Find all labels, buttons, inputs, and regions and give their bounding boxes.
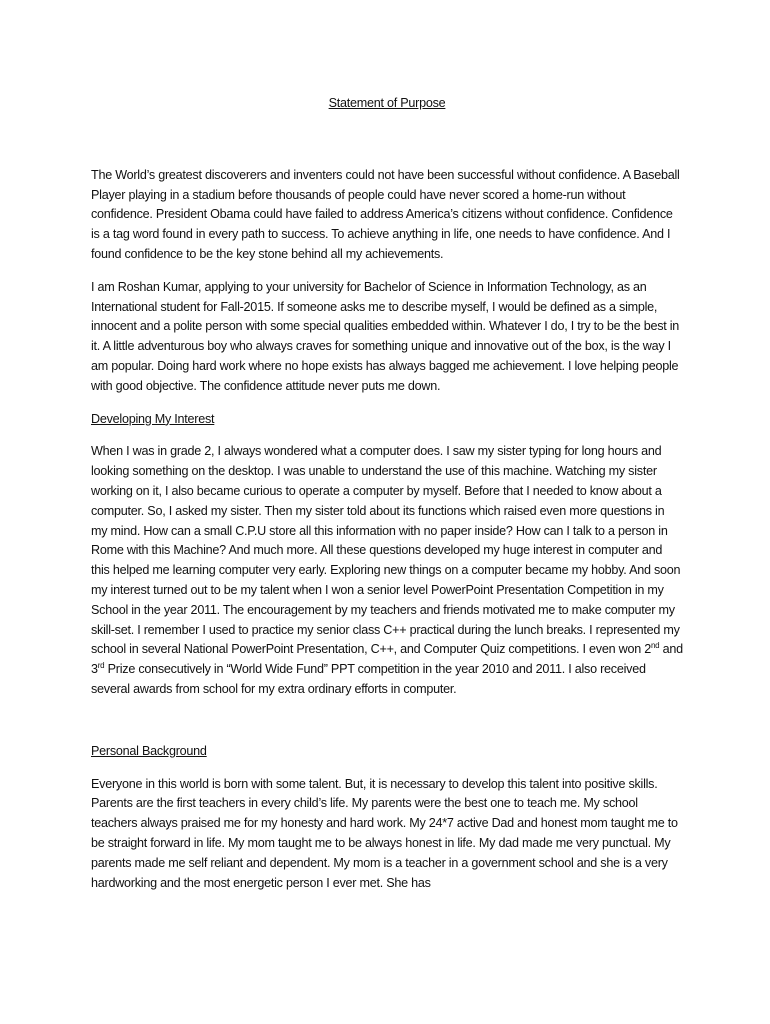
section-heading-developing-interest: Developing My Interest [91, 411, 215, 426]
interest-text-part-3: Prize consecutively in “World Wide Fund” PPT competition in the year 2010 and 2011. I also received several awards from school for my extra ordinary efforts in computer. [91, 662, 646, 696]
background-paragraph: Everyone in this world is born with some talent. But, it is necessary to develop this talent into positive skills. Parents are the first teachers in every child’s life. My parents were the best one to teach me. My school teachers always praised me for my honesty and hard work. My 24*7 active Dad and honest mom taught me to be straight forward in life. My mom taught me to be always honest in life. My dad made me very punctual. My parents made me self reliant and dependent. My mom is a teacher in a government school and she is a very hardworking and the most energetic person I ever met. She has [91, 776, 678, 890]
superscript-nd: nd [650, 641, 660, 651]
section-heading-personal-background: Personal Background [91, 743, 207, 758]
document-title: Statement of Purpose [328, 96, 446, 110]
superscript-rd: rd [97, 660, 105, 670]
intro-paragraph-2: I am Roshan Kumar, applying to your university for Bachelor of Science in Information Technology, as an International student for Fall-2015. If someone asks me to describe myself, I would be defined as a simple, innocent and a polite person with some special qualities embedded within. Whatever I do, I try to be the best in it. A little adventurous boy who always craves for something unique and innovative out of the box, is the way I am popular. Doing hard work where no hope exists has always bagged me achievement. I love helping people with good objective. The confidence attitude never puts me down. [91, 279, 680, 393]
interest-text-part-2: and 3 [91, 642, 683, 677]
intro-paragraph-1: The World’s greatest discoverers and inventers could not have been successful without confidence. A Baseball Player playing in a stadium before thousands of people could have never scored a home-run without confidence. President Obama could have failed to address America’s citizens without confidence. Confidence is a tag word found in every path to success. To achieve anything in life, one needs to have confidence. And I found confidence to be the key stone behind all my achievements. [91, 167, 680, 261]
document-body [91, 94, 683, 906]
interest-paragraph [91, 442, 683, 699]
interest-text-part-1: When I was in grade 2, I always wondered what a computer does. I saw my sister typing for long hours and looking something on the desktop. I was unable to understand the use of this machine. Watching my sister working on it, I also became curious to operate a computer by myself. Before that I needed to know about a computer. So, I asked my sister. Then my sister told about its functions which raised even more questions in my mind. How can a small C.P.U store all this information with no paper inside? How can I talk to a person in Rome with this Machine? And much more. All these questions developed my huge interest in computer and this helped me learning computer very early. Exploring new things on a computer became my hobby. And soon my interest turned out to be my talent when I won a senior level PowerPoint Presentation Competition in my School in the year 2011. The encouragement by my teachers and friends motivated me to make computer my skill-set. I remember I used to practice my senior class C++ practical during the lunch breaks. I represented my school in several National PowerPoint Presentation, C++, and Computer Quiz competitions. I even won 2 [91, 444, 681, 657]
